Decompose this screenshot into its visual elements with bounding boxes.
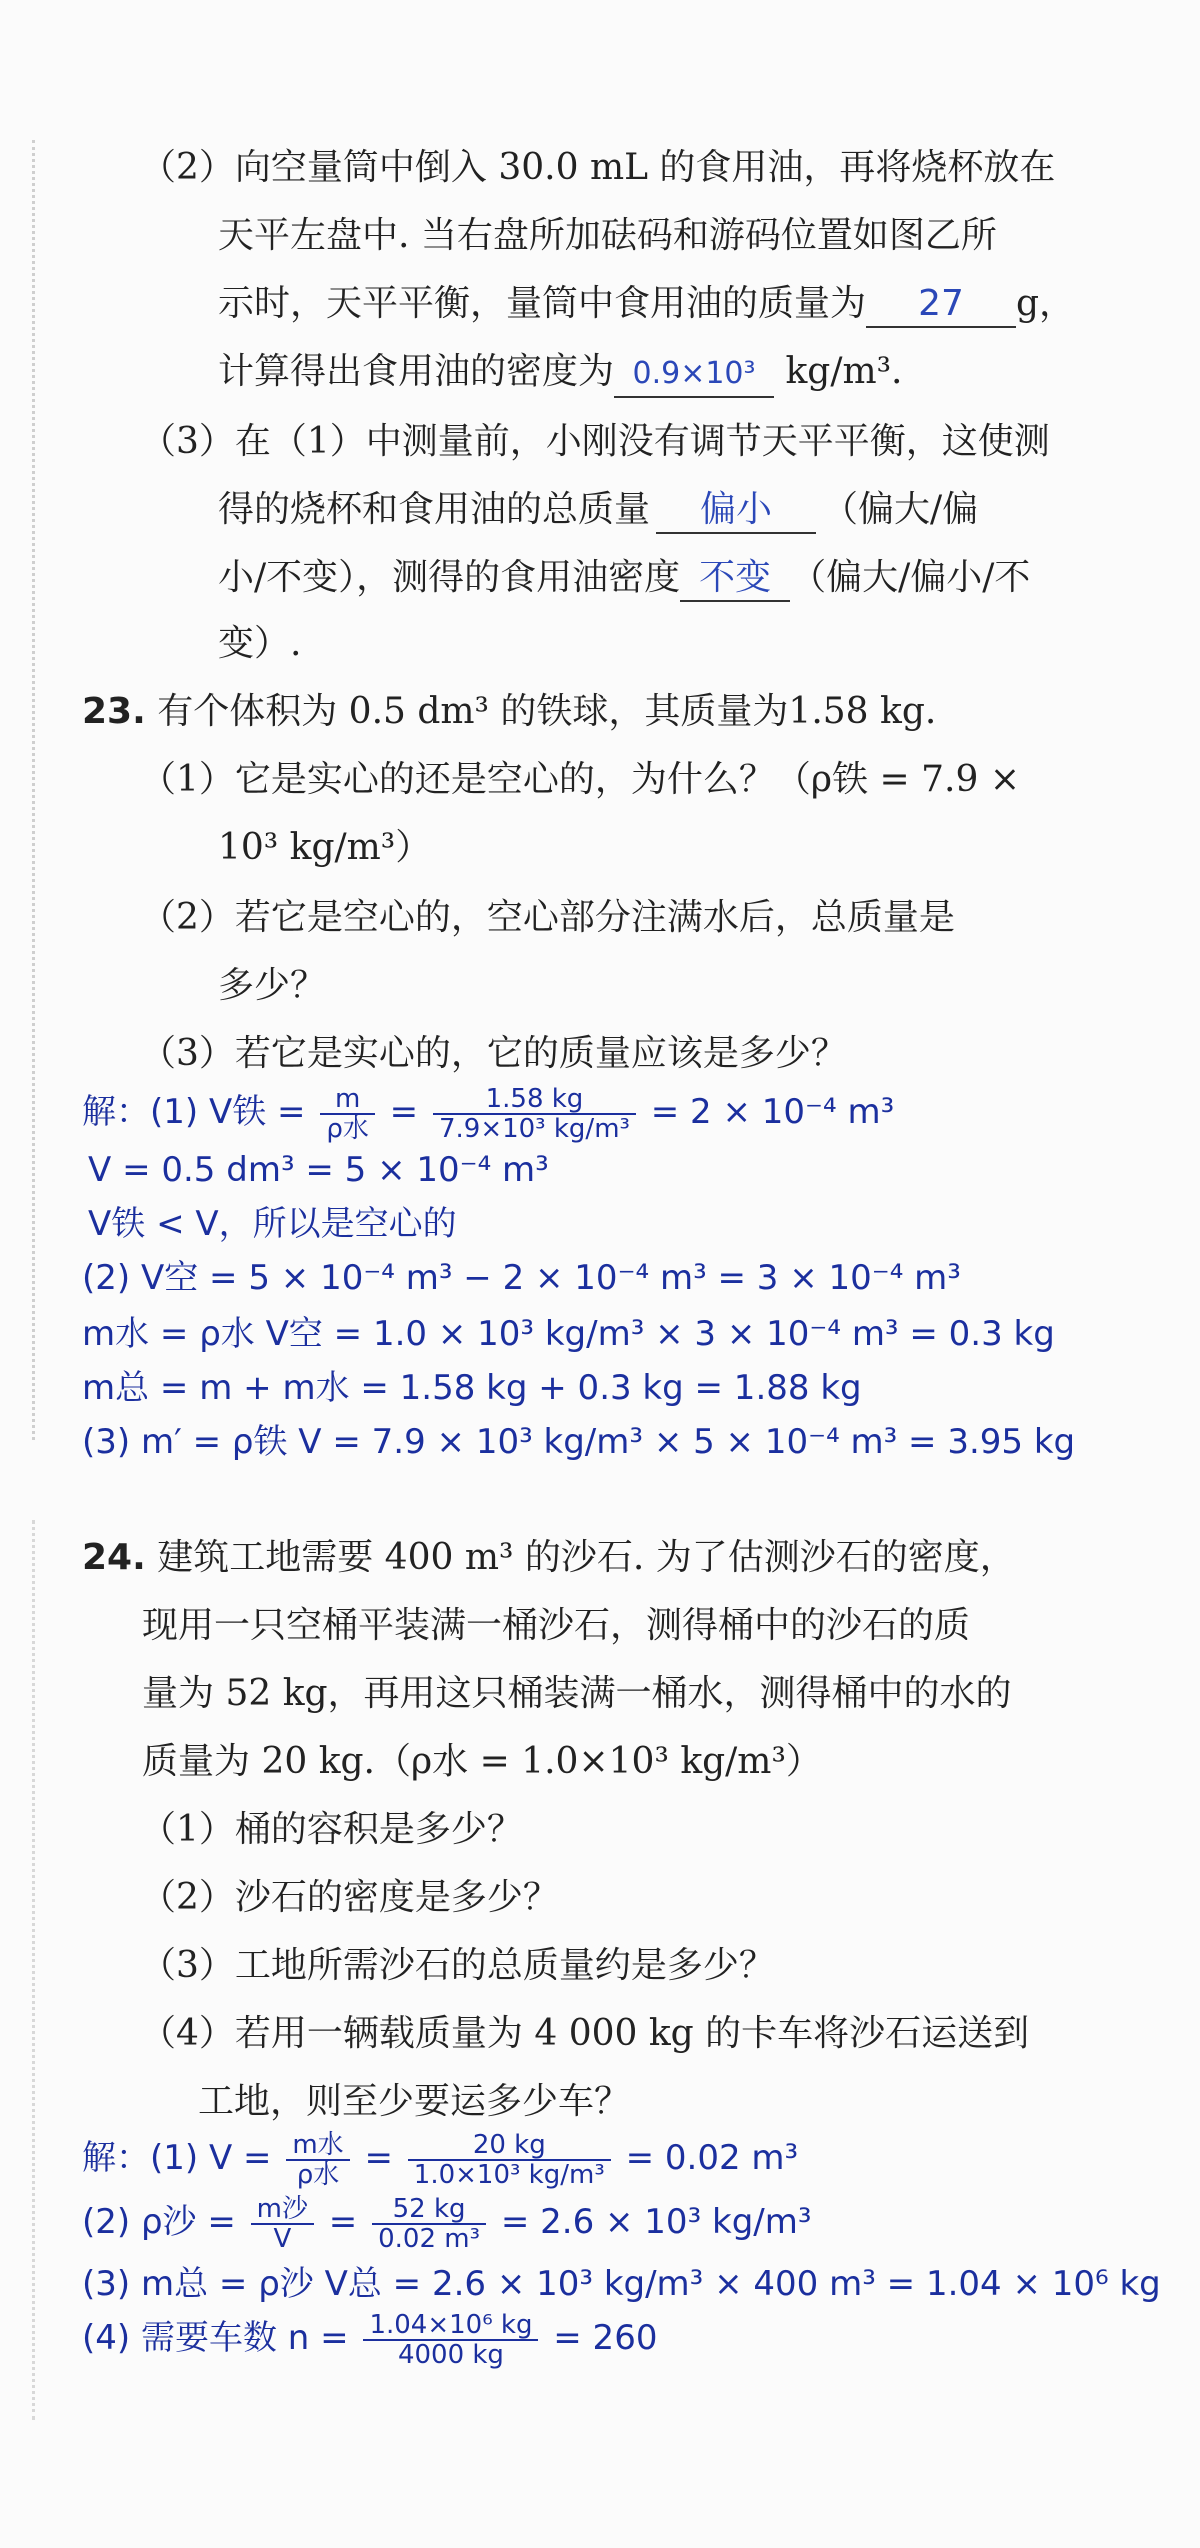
q24-solution-line3: (3) m总 = ρ沙 V总 = 2.6 × 10³ kg/m³ × 400 m³ = 1.04 × 10⁶ kg [82, 2264, 1161, 2304]
q22-part2-line1: （2）向空量筒中倒入 30.0 mL 的食用油，再将烧杯放在 [140, 147, 1056, 188]
q22-part2-line4 [218, 350, 902, 398]
fraction [433, 1085, 636, 1143]
question-number: 24. [82, 1537, 146, 1578]
solution-prefix: 解：(1) V = [82, 2138, 272, 2178]
q24-stem-line1 [82, 1536, 1016, 1580]
q22-unit-g: g， [1016, 283, 1076, 324]
fraction-numerator: m水 [286, 2131, 349, 2161]
q24-stem-text: 建筑工地需要 400 m³ 的沙石. 为了估测沙石的密度， [157, 1537, 1016, 1578]
fraction-denominator: V [273, 2223, 292, 2254]
q24-solution-line4 [82, 2308, 657, 2369]
answer-blank [866, 282, 1016, 328]
fraction-numerator: 1.04×10⁶ kg [363, 2311, 538, 2341]
fraction-numerator: 20 kg [408, 2131, 611, 2161]
fraction-numerator: m [320, 1085, 375, 1115]
fraction [363, 2311, 538, 2369]
answer-blank [680, 556, 790, 602]
fraction-numerator: 1.58 kg [433, 1085, 636, 1115]
q22-part3-line3-text: 小/不变），测得的食用油密度 [218, 557, 681, 598]
q22-part3-line3-tail: （偏大/偏小/不 [790, 557, 1031, 598]
solution-result: = 260 [553, 2318, 658, 2358]
solution-prefix: 解：(1) V铁 = [82, 1092, 306, 1132]
q23-solution-line5: m水 = ρ水 V空 = 1.0 × 10³ kg/m³ × 3 × 10⁻⁴ m³ = 0.3 kg [82, 1314, 1055, 1354]
fraction-denominator: 0.02 m³ [378, 2223, 481, 2254]
q23-solution-line3: V铁 < V，所以是空心的 [88, 1204, 457, 1244]
solution-result: = 2.6 × 10³ kg/m³ [500, 2202, 812, 2242]
q23-part2-line1: （2）若它是空心的，空心部分注满水后，总质量是 [140, 897, 955, 938]
q22-part3-line4: 变）. [218, 623, 302, 664]
fraction [372, 2195, 486, 2253]
q22-unit-density: kg/m³. [785, 351, 903, 392]
q23-part1-line1: （1）它是实心的还是空心的，为什么？（ρ铁 = 7.9 × [140, 759, 1020, 800]
q22-part2-line3 [218, 282, 1075, 328]
q23-part1-line2: 10³ kg/m³） [218, 827, 432, 868]
solution-prefix: (2) ρ沙 = [82, 2202, 236, 2242]
q24-stem-line3: 量为 52 kg，再用这只桶装满一桶水，测得桶中的水的 [142, 1673, 1012, 1714]
answer-blank [614, 350, 774, 398]
question-number: 23. [82, 691, 146, 732]
fraction-denominator: ρ水 [296, 2159, 340, 2190]
q22-part3-line2 [218, 488, 978, 534]
q22-part2-line2: 天平左盘中. 当右盘所加砝码和游码位置如图乙所 [218, 215, 997, 256]
q22-part3-line3 [218, 556, 1030, 602]
q23-solution-line7: (3) m′ = ρ铁 V = 7.9 × 10³ kg/m³ × 5 × 10⁻⁴ m³ = 3.95 kg [82, 1422, 1076, 1462]
answer-mass: 27 [918, 283, 964, 324]
q24-stem-line2: 现用一只空桶平装满一桶沙石，测得桶中的沙石的质 [142, 1605, 971, 1646]
q23-solution-line6: m总 = m + m水 = 1.58 kg + 0.3 kg = 1.88 kg [82, 1368, 862, 1408]
fraction-denominator: ρ水 [326, 1113, 369, 1144]
q24-part3: （3）工地所需沙石的总质量约是多少？ [140, 1945, 775, 1986]
q24-part1: （1）桶的容积是多少？ [140, 1809, 523, 1850]
q24-solution-line2: (2) ρ沙 = $\frac{\text{m沙}}{V}$ = $\frac{52 kg}{\text{0.02 m³}}$ = 2.6 × 10³ kg/m³ [82, 2193, 812, 2254]
q22-part3-line2-tail: （偏大/偏 [822, 489, 979, 530]
q22-part3-line2-text: 得的烧杯和食用油的总质量 [218, 489, 651, 530]
fraction-numerator: m沙 [251, 2195, 314, 2225]
answer-density-change: 不变 [699, 557, 772, 598]
q24-solution-line1: 解：(1) V = $\frac{\text{m水}}{\text{ρ水}}$ = $\frac{20 kg}{\text{1.0×10³ kg/m³}}$ = 0.02 m³ [82, 2129, 799, 2190]
q23-solution-line2: V = 0.5 dm³ = 5 × 10⁻⁴ m³ [88, 1150, 549, 1190]
q23-part2-line2: 多少？ [218, 965, 327, 1006]
fraction [320, 1085, 375, 1143]
solution-prefix: (4) 需要车数 n = [82, 2318, 349, 2358]
fraction-denominator: 1.0×10³ kg/m³ [413, 2159, 605, 2190]
fraction-denominator: 7.9×10³ kg/m³ [438, 1113, 630, 1144]
q22-part2-line4-text: 计算得出食用油的密度为 [218, 351, 615, 392]
q23-part3-line1: （3）若它是实心的，它的质量应该是多少？ [140, 1033, 847, 1074]
margin-dotted-line [32, 140, 35, 1440]
q24-part4-line1: （4）若用一辆载质量为 4 000 kg 的卡车将沙石运送到 [140, 2013, 1030, 2054]
answer-density: 0.9×10³ [632, 356, 756, 391]
q23-solution-line1: 解：(1) V铁 = $\frac{m}{\text{ρ水}}$ = $\frac{1.58 kg}{\text{7.9×10³ kg/m³}}$ = 2 × 10⁻⁴ m³ [82, 1083, 895, 1144]
solution-result: = 0.02 m³ [625, 2138, 799, 2178]
fraction-numerator: 52 kg [372, 2195, 486, 2225]
q24-stem-line4: 质量为 20 kg.（ρ水 = 1.0×10³ kg/m³） [142, 1741, 822, 1782]
fraction-denominator: 4000 kg [397, 2339, 504, 2370]
q24-part2: （2）沙石的密度是多少？ [140, 1877, 559, 1918]
q22-part3-line1: （3）在（1）中测量前，小刚没有调节天平平衡，这使测 [140, 421, 1050, 462]
fraction [286, 2131, 349, 2189]
q24-part4-line2: 工地，则至少要运多少车？ [198, 2081, 631, 2122]
q23-stem [82, 690, 936, 734]
q23-solution-line4: (2) V空 = 5 × 10⁻⁴ m³ − 2 × 10⁻⁴ m³ = 3 × 10⁻⁴ m³ [82, 1258, 961, 1298]
margin-dotted-line [32, 1520, 35, 2420]
answer-total-mass: 偏小 [700, 489, 773, 530]
answer-blank [656, 488, 816, 534]
fraction [251, 2195, 314, 2253]
q22-part2-line3-text: 示时，天平平衡，量筒中食用油的质量为 [218, 283, 867, 324]
fraction [408, 2131, 611, 2189]
solution-result: = 2 × 10⁻⁴ m³ [650, 1092, 895, 1132]
q23-stem-text: 有个体积为 0.5 dm³ 的铁球，其质量为1.58 kg. [157, 691, 937, 732]
